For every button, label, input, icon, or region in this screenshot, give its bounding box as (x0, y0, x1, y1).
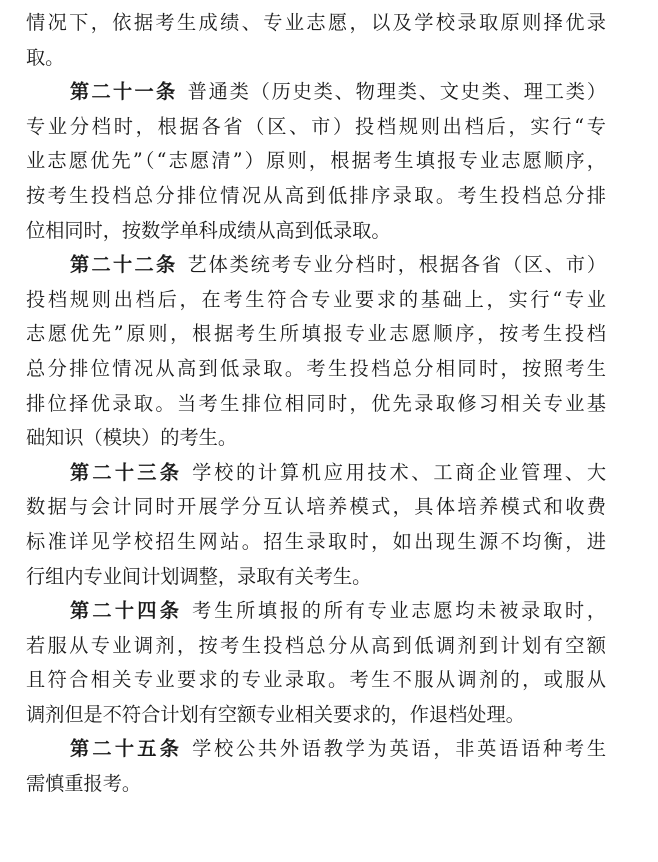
article-25 (26, 732, 606, 801)
text-line: 排位择优录取。当考生排位相同时，优先录取修习相关专业基 (26, 391, 606, 415)
article-23 (26, 456, 606, 594)
text-line: 按考生投档总分排位情况从高到低排序录取。考生投档总分排 (26, 183, 606, 207)
text-line: 标准详见学校招生网站。招生录取时，如出现生源不均衡，进 (26, 529, 606, 553)
text-line (26, 732, 606, 767)
article-text: 学校公共外语教学为英语，非英语语种考生 (192, 737, 607, 761)
text-line (26, 456, 606, 491)
text-line: 行组内专业间计划调整，录取有关考生。 (26, 564, 372, 588)
text-line: 数据与会计同时开展学分互认培养模式，具体培养模式和收费 (26, 495, 606, 519)
text-line: 总分排位情况从高到低录取。考生投档总分相同时，按照考生 (26, 356, 606, 380)
article-text: 考生所填报的所有专业志愿均未被录取时， (192, 599, 607, 623)
text-line: 取。 (26, 45, 65, 69)
text-line: 需慎重报考。 (26, 772, 142, 796)
text-line: 投档规则出档后，在考生符合专业要求的基础上，实行“专业 (26, 287, 606, 311)
article-text: 普通类（历史类、物理类、文史类、理工类） (187, 80, 607, 104)
article-24 (26, 594, 606, 732)
text-line: 且符合相关专业要求的专业录取。考生不服从调剂的，或服从 (26, 668, 606, 692)
text-line: 础知识（模块）的考生。 (26, 426, 238, 450)
intro-paragraph (26, 6, 606, 75)
text-line: 业志愿优先”（“志愿清”）原则，根据考生填报专业志愿顺序， (26, 149, 606, 173)
article-number: 第二十一条 (70, 80, 178, 104)
text-line: 位相同时，按数学单科成绩从高到低录取。 (26, 218, 391, 242)
text-line (26, 75, 606, 110)
text-line: 调剂但是不符合计划有空额专业相关要求的，作退档处理。 (26, 702, 525, 726)
text-line: 专业分档时，根据各省（区、市）投档规则出档后，实行“专 (26, 114, 606, 138)
article-number: 第二十五条 (70, 737, 183, 761)
article-number: 第二十三条 (70, 460, 183, 484)
document-body (26, 6, 606, 802)
article-21 (26, 75, 606, 248)
text-line (26, 594, 606, 629)
text-line (26, 248, 606, 283)
article-22 (26, 248, 606, 456)
text-line: 若服从专业调剂，按考生投档总分从高到低调剂到计划有空额 (26, 633, 606, 657)
article-number: 第二十四条 (70, 599, 183, 623)
article-number: 第二十二条 (70, 253, 178, 277)
article-text: 学校的计算机应用技术、工商企业管理、大 (192, 460, 607, 484)
text-line: 情况下，依据考生成绩、专业志愿，以及学校录取原则择优录 (26, 11, 606, 34)
text-line: 志愿优先”原则，根据考生所填报专业志愿顺序，按考生投档 (26, 322, 606, 346)
article-text: 艺体类统考专业分档时，根据各省（区、市） (187, 253, 607, 277)
